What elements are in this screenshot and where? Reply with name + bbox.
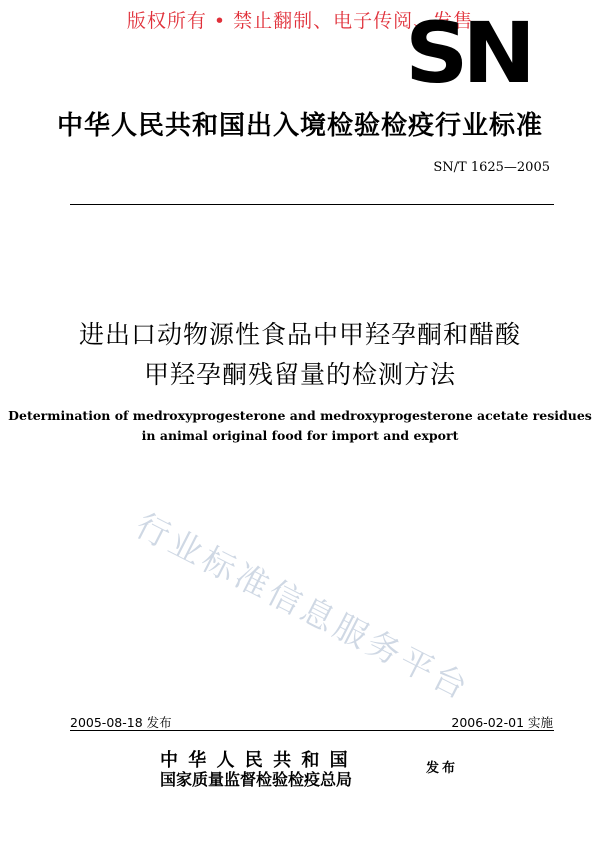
title-cn-line2: 甲羟孕酮残留量的检测方法 (143, 360, 456, 389)
implementation-date: 2006-02-01 实施 (451, 715, 553, 730)
top-divider (70, 204, 554, 205)
watermark: 行业标准信息服务平台 (129, 505, 477, 709)
bottom-divider (70, 730, 554, 731)
sn-logo: SN (405, 4, 530, 102)
publish-label: 发布 (426, 761, 459, 776)
issue-date: 2005-08-18 发布 (70, 715, 172, 730)
title-en-line1: Determination of medroxyprogesterone and medroxyprogesterone acetate residues (8, 408, 592, 423)
copyright-notice: 版权所有 • 禁止翻制、电子传阅、发售 (126, 10, 474, 32)
title-cn-line1: 进出口动物源性食品中甲羟孕酮和醋酸 (78, 320, 521, 349)
issuer-agency: 国家质量监督检验检疫总局 (160, 770, 353, 789)
issuer-country: 中 华 人 民 共 和 国 (160, 750, 350, 771)
title-en-line2: in animal original food for import and export (141, 428, 459, 443)
standard-category-title: 中华人民共和国出入境检验检疫行业标准 (56, 111, 543, 141)
standard-number: SN/T 1625—2005 (433, 160, 550, 175)
